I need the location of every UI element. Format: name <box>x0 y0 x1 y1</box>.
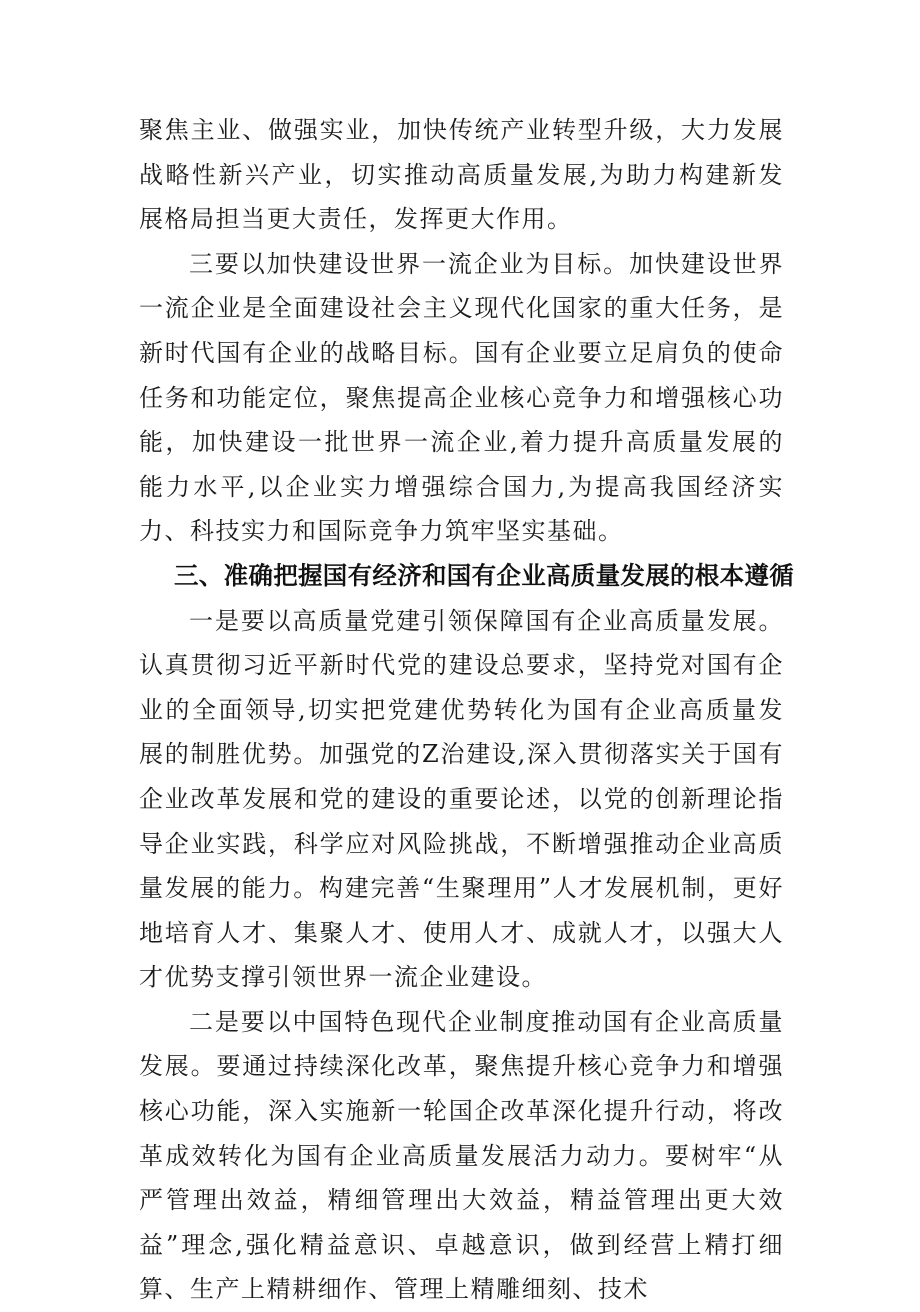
paragraph-continuation: 聚焦主业、做强实业，加快传统产业转型升级，大力发展战略性新兴产业，切实推动高质量发展,为助力构建新发展格局担当更大责任，发挥更大作用。 <box>139 116 784 234</box>
paragraph-point-two: 二是要以中国特色现代企业制度推动国有企业高质量发展。要通过持续深化改革，聚焦提升核心竞争力和增强核心功能，深入实施新一轮国企改革深化提升行动，将改革成效转化为国有企业高质量发展活力动力。要树牢“从严管理出效益，精细管理出大效益，精益管理出更大效益”理念,强化精益意识、卓越意识，做到经营上精打细算、生产上精耕细作、管理上精雕细刻、技术 <box>139 1007 784 1304</box>
paragraph-point-three: 三要以加快建设世界一流企业为目标。加快建设世界一流企业是全面建设社会主义现代化国家的重大任务，是新时代国有企业的战略目标。国有企业要立足肩负的使命任务和功能定位，聚焦提高企业核心竞争力和增强核心功能，加快建设一批世界一流企业,着力提升高质量发展的能力水平,以企业实力增强综合国力,为提高我国经济实力、科技实力和国际竞争力筑牢坚实基础。 <box>139 249 784 546</box>
section-heading: 三、准确把握国有经济和国有企业高质量发展的根本遵循 <box>174 560 794 590</box>
document-body <box>139 108 794 1312</box>
paragraph-point-one: 一是要以高质量党建引领保障国有企业高质量发展。认真贯彻习近平新时代党的建设总要求，坚持党对国有企业的全面领导,切实把党建优势转化为国有企业高质量发展的制胜优势。加强党的Z治建设,深入贯彻落实关于国有企业改革发展和党的建设的重要论述，以党的创新理论指导企业实践，科学应对风险挑战，不断增强推动企业高质量发展的能力。构建完善“生聚理用”人才发展机制，更好地培育人才、集聚人才、使用人才、成就人才，以强大人才优势支撑引领世界一流企业建设。 <box>139 606 784 992</box>
